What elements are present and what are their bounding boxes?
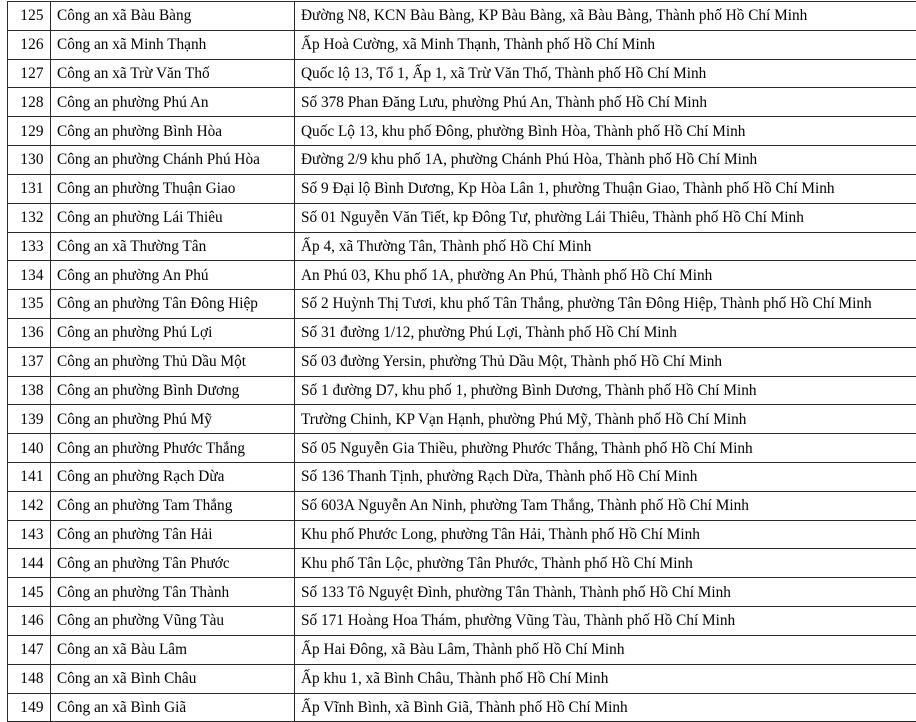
table-row (8, 549, 916, 578)
cell-agency-name: Công an phường Bình Dương (51, 376, 295, 405)
cell-agency-address: Khu phố Tân Lộc, phường Tân Phước, Thành phố Hồ Chí Minh (295, 549, 916, 578)
table-row (8, 347, 916, 376)
table-row (8, 290, 916, 319)
table-row (8, 434, 916, 463)
cell-agency-name: Công an phường Phú Mỹ (51, 405, 295, 434)
cell-index: 142 (8, 491, 51, 520)
table-row (8, 607, 916, 636)
cell-index: 135 (8, 290, 51, 319)
cell-agency-address: Ấp khu 1, xã Bình Châu, Thành phố Hồ Chí Minh (295, 664, 916, 693)
cell-index: 148 (8, 664, 51, 693)
cell-agency-address: Số 136 Thanh Tịnh, phường Rạch Dừa, Thành phố Hồ Chí Minh (295, 463, 916, 492)
cell-agency-address: Khu phố Phước Long, phường Tân Hải, Thành phố Hồ Chí Minh (295, 520, 916, 549)
cell-agency-name: Công an phường Thuận Giao (51, 174, 295, 203)
table-row (8, 117, 916, 146)
cell-index: 144 (8, 549, 51, 578)
cell-agency-name: Công an xã Trừ Văn Thố (51, 59, 295, 88)
cell-agency-address: Đường 2/9 khu phố 1A, phường Chánh Phú Hòa, Thành phố Hồ Chí Minh (295, 146, 916, 175)
cell-index: 147 (8, 635, 51, 664)
cell-agency-name: Công an xã Bình Giã (51, 693, 295, 722)
cell-agency-name: Công an xã Bàu Bàng (51, 2, 295, 31)
cell-agency-name: Công an phường Bình Hòa (51, 117, 295, 146)
cell-agency-address: Số 9 Đại lộ Bình Dương, Kp Hòa Lân 1, phường Thuận Giao, Thành phố Hồ Chí Minh (295, 174, 916, 203)
table-row (8, 30, 916, 59)
cell-agency-name: Công an phường An Phú (51, 261, 295, 290)
cell-agency-name: Công an phường Chánh Phú Hòa (51, 146, 295, 175)
cell-agency-address: Số 05 Nguyễn Gia Thiều, phường Phước Thắng, Thành phố Hồ Chí Minh (295, 434, 916, 463)
cell-agency-name: Công an xã Bàu Lâm (51, 635, 295, 664)
table-row (8, 318, 916, 347)
cell-index: 128 (8, 88, 51, 117)
cell-index: 145 (8, 578, 51, 607)
cell-agency-address: Quốc lộ 13, Tổ 1, Ấp 1, xã Trừ Văn Thố, Thành phố Hồ Chí Minh (295, 59, 916, 88)
cell-agency-address: Số 603A Nguyễn An Ninh, phường Tam Thắng, Thành phố Hồ Chí Minh (295, 491, 916, 520)
cell-index: 132 (8, 203, 51, 232)
cell-agency-address: Ấp 4, xã Thường Tân, Thành phố Hồ Chí Minh (295, 232, 916, 261)
cell-agency-address: Số 01 Nguyễn Văn Tiết, kp Đông Tư, phường Lái Thiêu, Thành phố Hồ Chí Minh (295, 203, 916, 232)
cell-index: 139 (8, 405, 51, 434)
table-row (8, 693, 916, 722)
cell-index: 130 (8, 146, 51, 175)
table-row (8, 59, 916, 88)
cell-agency-address: Số 133 Tô Nguyệt Đình, phường Tân Thành, Thành phố Hồ Chí Minh (295, 578, 916, 607)
table-row (8, 174, 916, 203)
cell-agency-address: Ấp Vĩnh Bình, xã Bình Giã, Thành phố Hồ Chí Minh (295, 693, 916, 722)
cell-index: 146 (8, 607, 51, 636)
cell-agency-address: Số 171 Hoàng Hoa Thám, phường Vũng Tàu, Thành phố Hồ Chí Minh (295, 607, 916, 636)
cell-agency-name: Công an phường Vũng Tàu (51, 607, 295, 636)
cell-agency-address: Quốc Lộ 13, khu phố Đông, phường Bình Hòa, Thành phố Hồ Chí Minh (295, 117, 916, 146)
agency-address-table (7, 1, 916, 722)
cell-agency-name: Công an phường Tân Hải (51, 520, 295, 549)
cell-agency-name: Công an phường Lái Thiêu (51, 203, 295, 232)
table-row (8, 664, 916, 693)
cell-index: 136 (8, 318, 51, 347)
cell-agency-address: Ấp Hoà Cường, xã Minh Thạnh, Thành phố Hồ Chí Minh (295, 30, 916, 59)
cell-index: 141 (8, 463, 51, 492)
cell-agency-address: Số 2 Huỳnh Thị Tươi, khu phố Tân Thắng, phường Tân Đông Hiệp, Thành phố Hồ Chí Minh (295, 290, 916, 319)
cell-agency-name: Công an phường Tân Thành (51, 578, 295, 607)
cell-agency-name: Công an xã Minh Thạnh (51, 30, 295, 59)
cell-index: 126 (8, 30, 51, 59)
cell-index: 137 (8, 347, 51, 376)
cell-agency-name: Công an phường Tân Đông Hiệp (51, 290, 295, 319)
cell-index: 149 (8, 693, 51, 722)
cell-agency-name: Công an xã Bình Châu (51, 664, 295, 693)
cell-agency-name: Công an phường Tân Phước (51, 549, 295, 578)
cell-agency-name: Công an phường Phước Thắng (51, 434, 295, 463)
cell-agency-name: Công an phường Tam Thắng (51, 491, 295, 520)
cell-agency-address: Số 03 đường Yersin, phường Thủ Dầu Một, Thành phố Hồ Chí Minh (295, 347, 916, 376)
cell-agency-address: Số 31 đường 1/12, phường Phú Lợi, Thành phố Hồ Chí Minh (295, 318, 916, 347)
table-row (8, 491, 916, 520)
cell-agency-address: An Phú 03, Khu phố 1A, phường An Phú, Thành phố Hồ Chí Minh (295, 261, 916, 290)
cell-index: 133 (8, 232, 51, 261)
cell-agency-name: Công an phường Thủ Dầu Một (51, 347, 295, 376)
cell-agency-name: Công an phường Rạch Dừa (51, 463, 295, 492)
table-row (8, 88, 916, 117)
table-row (8, 578, 916, 607)
table-row (8, 203, 916, 232)
table-row (8, 376, 916, 405)
cell-index: 138 (8, 376, 51, 405)
table-body (8, 2, 916, 722)
cell-agency-address: Trường Chinh, KP Vạn Hạnh, phường Phú Mỹ, Thành phố Hồ Chí Minh (295, 405, 916, 434)
cell-agency-name: Công an xã Thường Tân (51, 232, 295, 261)
table-row (8, 520, 916, 549)
table-row (8, 261, 916, 290)
table-row (8, 2, 916, 31)
table-row (8, 232, 916, 261)
cell-index: 131 (8, 174, 51, 203)
cell-index: 140 (8, 434, 51, 463)
table-row (8, 405, 916, 434)
cell-index: 125 (8, 2, 51, 31)
cell-agency-name: Công an phường Phú An (51, 88, 295, 117)
table-row (8, 635, 916, 664)
cell-agency-address: Đường N8, KCN Bàu Bàng, KP Bàu Bàng, xã Bàu Bàng, Thành phố Hồ Chí Minh (295, 2, 916, 31)
cell-index: 134 (8, 261, 51, 290)
table-row (8, 463, 916, 492)
cell-index: 127 (8, 59, 51, 88)
cell-index: 143 (8, 520, 51, 549)
cell-agency-address: Số 1 đường D7, khu phố 1, phường Bình Dương, Thành phố Hồ Chí Minh (295, 376, 916, 405)
cell-index: 129 (8, 117, 51, 146)
cell-agency-address: Ấp Hai Đông, xã Bàu Lâm, Thành phố Hồ Chí Minh (295, 635, 916, 664)
cell-agency-address: Số 378 Phan Đăng Lưu, phường Phú An, Thành phố Hồ Chí Minh (295, 88, 916, 117)
table-row (8, 146, 916, 175)
cell-agency-name: Công an phường Phú Lợi (51, 318, 295, 347)
